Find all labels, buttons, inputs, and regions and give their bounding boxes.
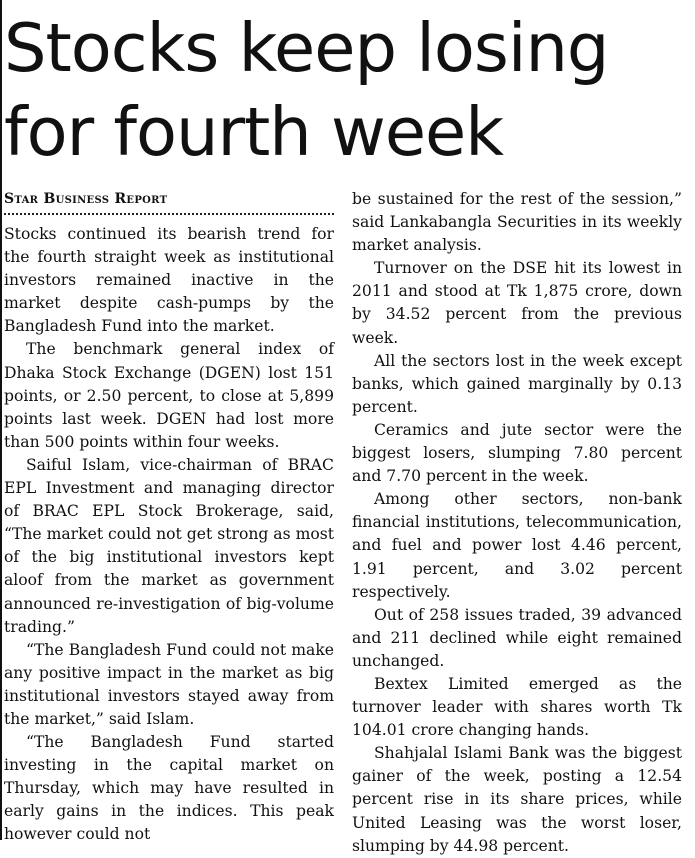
paragraph: Shahjalal Islami Bank was the biggest gainer of the week, posting a 12.54 percent rise in its share prices, while United Leasing was the worst loser, slumping by 44.98 percent. (352, 744, 682, 855)
paragraph: All the sectors lost in the week except banks, which gained marginally by 0.13 percent. (352, 351, 682, 416)
paragraph: Turnover on the DSE hit its lowest in 2011 and stood at Tk 1,875 crore, down by 34.52 percent from the previous week. (352, 259, 682, 347)
paragraph: Saiful Islam, vice-chairman of BRAC EPL Investment and managing director of BRAC EPL Stock Brokerage, said, “The market could not get strong as most of the big institutional investors kept aloof from the market as government announced re-investigation of big-volume trading.” (4, 455, 335, 636)
byline: Star Business Report (4, 191, 168, 207)
paragraph-continued: be sustained for the rest of the session,” said Lankabangla Securities in its weekly market analysis. (352, 190, 682, 255)
paragraph: Bextex Limited emerged as the turnover leader with shares worth Tk 104.01 crore changing hands. (352, 674, 682, 740)
paragraph: The benchmark general index of Dhaka Stock Exchange (DGEN) lost 151 points, or 2.50 percent, to close at 5,899 points last week. DGEN had lost more than 500 points within four weeks. (4, 340, 334, 451)
paragraph: Stocks continued its bearish trend for the fourth straight week as institutional investors remained inactive in the market despite cash-pumps by the Bangladesh Fund into the market. (4, 225, 334, 336)
headline: Stocks keep losing for fourth week (4, 9, 609, 171)
article-body (4, 188, 690, 858)
byline-divider (4, 213, 334, 215)
column-left (4, 188, 334, 858)
paragraph: Among other sectors, non-bank financial institutions, telecommunication, and fuel and power lost 4.46 percent, 1.91 percent, and 3.02 percent respectively. (352, 490, 682, 601)
paragraph: “The Bangladesh Fund could not make any positive impact in the market as big institutional investors stayed away from the market,” said Islam. (4, 640, 334, 728)
paragraph: “The Bangladesh Fund started investing in the capital market on Thursday, which may have resulted in early gains in the indices. This peak however could not (4, 733, 334, 844)
paragraph: Out of 258 issues traded, 39 advanced and 211 declined while eight remained unchanged. (352, 605, 682, 670)
column-right (352, 188, 682, 858)
paragraph: Ceramics and jute sector were the biggest losers, slumping 7.80 percent and 7.70 percent in the week. (352, 420, 682, 486)
